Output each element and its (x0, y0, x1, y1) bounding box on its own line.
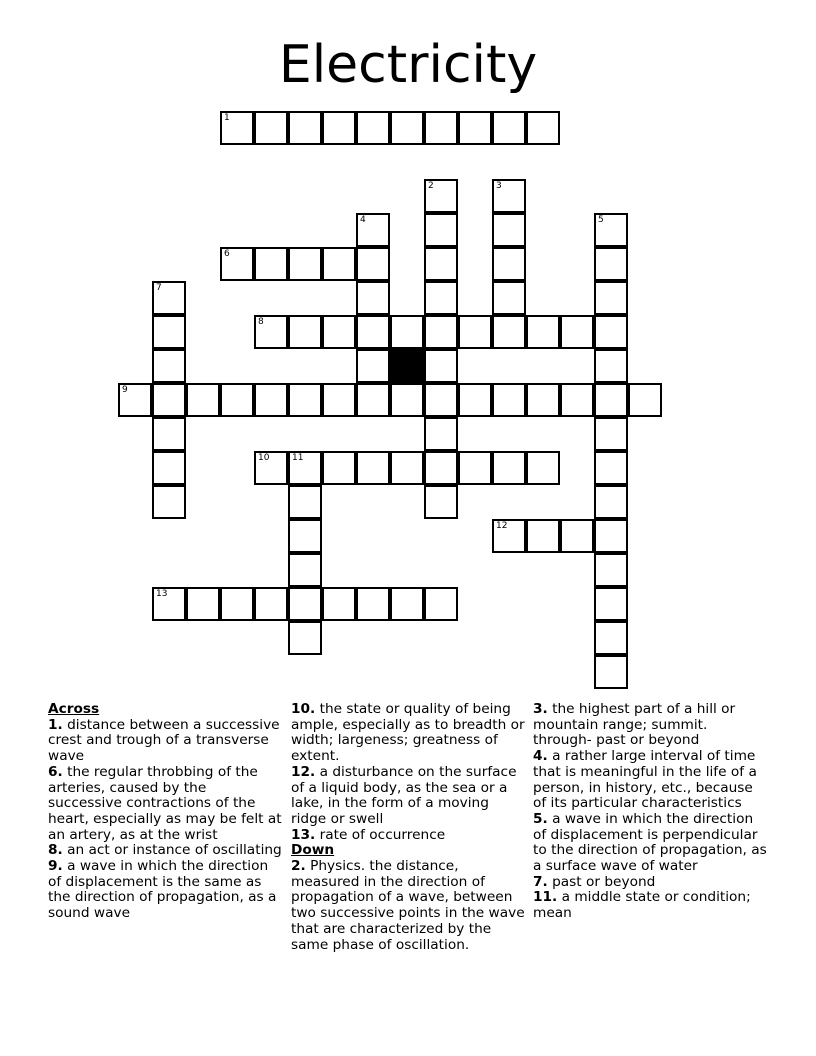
grid-cell[interactable] (118, 383, 152, 417)
grid-cell[interactable] (322, 383, 356, 417)
grid-cell[interactable] (458, 383, 492, 417)
grid-cell[interactable] (390, 111, 424, 145)
grid-cell[interactable] (424, 349, 458, 383)
grid-cell[interactable] (220, 587, 254, 621)
clue-text: the highest part of a hill or mountain range; summit. through- past or beyond (533, 701, 736, 749)
grid-cell[interactable] (152, 485, 186, 519)
clue-number: 13 (156, 589, 168, 599)
grid-cell[interactable] (288, 553, 322, 587)
clue-number: 6 (224, 249, 230, 259)
grid-cell[interactable] (526, 519, 560, 553)
clue-number: 3 (496, 181, 502, 191)
clue-text: a wave in which the direction of displacement is perpendicular to the direction of propagation, as a surface wave of water (533, 810, 767, 875)
grid-cell[interactable] (424, 587, 458, 621)
grid-cell[interactable] (594, 315, 628, 349)
grid-cell[interactable] (152, 417, 186, 451)
grid-cell[interactable] (526, 451, 560, 485)
clue-number-label: 3. (533, 701, 548, 717)
clue-item (533, 702, 769, 749)
grid-cell[interactable] (594, 349, 628, 383)
grid-cell[interactable] (220, 383, 254, 417)
grid-cell[interactable] (492, 247, 526, 281)
grid-cell[interactable] (356, 213, 390, 247)
grid-cell[interactable] (288, 485, 322, 519)
grid-cell[interactable] (492, 179, 526, 213)
grid-cell[interactable] (322, 451, 356, 485)
grid-cell[interactable] (424, 111, 458, 145)
grid-cell[interactable] (594, 451, 628, 485)
grid-cell[interactable] (526, 383, 560, 417)
clue-text: Physics. the distance, measured in the direction of propagation of a wave, between two successive points in the wave that are characterized by the same phase of oscillation. (291, 858, 525, 953)
clue-number-label: 11. (533, 889, 558, 906)
grid-cell[interactable] (254, 247, 288, 281)
clue-item (48, 843, 284, 859)
grid-cell[interactable] (594, 485, 628, 519)
grid-cell[interactable] (254, 451, 288, 485)
clue-text: the regular throbbing of the arteries, caused by the successive contractions of the heart, especially as may be felt at an artery, as at the wrist (48, 763, 282, 843)
clue-item (533, 812, 769, 875)
clue-item (48, 718, 284, 765)
clue-text: an act or instance of oscillating (67, 842, 282, 859)
grid-cell[interactable] (288, 247, 322, 281)
grid-cell[interactable] (186, 587, 220, 621)
clue-item (291, 828, 527, 844)
grid-cell[interactable] (356, 247, 390, 281)
grid-cell[interactable] (356, 349, 390, 383)
clue-text: the state or quality of being ample, especially as to breadth or width; largeness; greatness of extent. (291, 701, 525, 765)
grid-cell[interactable] (152, 383, 186, 417)
grid-cell[interactable] (288, 587, 322, 621)
clue-number: 8 (258, 317, 264, 327)
grid-cell[interactable] (152, 451, 186, 485)
clue-number-label: 7. (533, 873, 548, 890)
grid-cell[interactable] (424, 281, 458, 315)
clue-number-label: 4. (533, 748, 548, 765)
black-square (390, 349, 424, 383)
grid-cell[interactable] (594, 553, 628, 587)
clue-column-1 (48, 702, 284, 922)
clue-number-label: 9. (48, 858, 63, 875)
grid-cell[interactable] (152, 587, 186, 621)
grid-cell[interactable] (594, 519, 628, 553)
grid-cell[interactable] (356, 383, 390, 417)
clue-number-label: 12. (291, 763, 316, 780)
grid-cell[interactable] (526, 111, 560, 145)
grid-cell[interactable] (492, 451, 526, 485)
grid-cell[interactable] (390, 451, 424, 485)
grid-cell[interactable] (356, 315, 390, 349)
grid-cell[interactable] (390, 587, 424, 621)
grid-cell[interactable] (390, 383, 424, 417)
clue-item (533, 890, 769, 921)
clue-item (291, 702, 527, 765)
grid-cell[interactable] (594, 587, 628, 621)
section-heading: Down (291, 842, 335, 859)
clue-number: 7 (156, 283, 162, 293)
grid-cell[interactable] (492, 519, 526, 553)
grid-cell[interactable] (288, 451, 322, 485)
grid-cell[interactable] (560, 519, 594, 553)
grid-cell[interactable] (152, 349, 186, 383)
grid-cell[interactable] (254, 587, 288, 621)
grid-cell[interactable] (424, 383, 458, 417)
grid-cell[interactable] (152, 281, 186, 315)
clue-number: 2 (428, 181, 434, 191)
grid-cell[interactable] (492, 111, 526, 145)
grid-cell[interactable] (356, 451, 390, 485)
grid-cell[interactable] (356, 111, 390, 145)
clue-text: distance between a successive crest and trough of a transverse wave (48, 716, 280, 765)
grid-cell[interactable] (288, 111, 322, 145)
clue-number: 9 (122, 385, 128, 395)
clue-number-label: 2. (291, 858, 306, 875)
clue-number: 10 (258, 453, 270, 463)
clue-number-label: 8. (48, 842, 63, 859)
clue-item (291, 765, 527, 828)
grid-cell[interactable] (492, 315, 526, 349)
clue-number-label: 1. (48, 716, 63, 733)
clue-number-label: 10. (291, 701, 316, 717)
clue-column-3 (533, 702, 769, 922)
grid-cell[interactable] (492, 213, 526, 247)
puzzle-title: Electricity (278, 35, 538, 95)
clue-number: 11 (292, 453, 304, 463)
grid-cell[interactable] (628, 383, 662, 417)
grid-cell[interactable] (458, 315, 492, 349)
grid-cell[interactable] (152, 315, 186, 349)
grid-cell[interactable] (424, 417, 458, 451)
clue-text: a rather large interval of time that is meaningful in the life of a person, in history, etc., because of its particular characteristics (533, 748, 757, 812)
clue-text: a middle state or condition; mean (533, 889, 751, 922)
grid-cell[interactable] (288, 315, 322, 349)
grid-cell[interactable] (594, 621, 628, 655)
grid-cell[interactable] (186, 383, 220, 417)
grid-cell[interactable] (288, 383, 322, 417)
clue-number: 12 (496, 521, 508, 531)
clue-item (48, 859, 284, 922)
section-heading: Across (48, 701, 100, 717)
grid-cell[interactable] (424, 451, 458, 485)
clue-item (533, 875, 769, 891)
grid-cell[interactable] (322, 315, 356, 349)
grid-cell[interactable] (594, 417, 628, 451)
clue-text: a disturbance on the surface of a liquid body, as the sea or a lake, in the form of a moving ridge or swell (291, 763, 517, 827)
clue-item (291, 859, 527, 953)
grid-cell[interactable] (288, 621, 322, 655)
grid-cell[interactable] (254, 383, 288, 417)
grid-cell[interactable] (322, 587, 356, 621)
grid-cell[interactable] (424, 179, 458, 213)
clue-text: a wave in which the direction of displacement is the same as the direction of propagation, as a sound wave (48, 858, 277, 922)
grid-cell[interactable] (220, 247, 254, 281)
grid-cell[interactable] (322, 247, 356, 281)
clue-number: 4 (360, 215, 366, 225)
grid-cell[interactable] (322, 111, 356, 145)
grid-cell[interactable] (594, 247, 628, 281)
grid-cell[interactable] (560, 383, 594, 417)
grid-cell[interactable] (390, 315, 424, 349)
grid-cell[interactable] (526, 315, 560, 349)
grid-cell[interactable] (492, 281, 526, 315)
grid-cell[interactable] (594, 213, 628, 247)
grid-cell[interactable] (424, 213, 458, 247)
grid-cell[interactable] (424, 315, 458, 349)
grid-cell[interactable] (424, 485, 458, 519)
grid-cell[interactable] (492, 383, 526, 417)
grid-cell[interactable] (288, 519, 322, 553)
clue-number-label: 13. (291, 826, 316, 843)
grid-cell[interactable] (424, 247, 458, 281)
grid-cell[interactable] (594, 655, 628, 689)
clue-number-label: 6. (48, 763, 63, 780)
grid-cell[interactable] (220, 111, 254, 145)
clue-text: past or beyond (552, 873, 656, 890)
grid-cell[interactable] (594, 281, 628, 315)
clue-item (48, 765, 284, 844)
grid-cell[interactable] (254, 111, 288, 145)
grid-cell[interactable] (594, 383, 628, 417)
clue-column-2 (291, 702, 527, 953)
clue-number: 1 (224, 113, 230, 123)
clue-number: 5 (598, 215, 604, 225)
clue-item (533, 749, 769, 812)
clue-text: rate of occurrence (319, 826, 446, 843)
grid-cell[interactable] (458, 111, 492, 145)
grid-cell[interactable] (560, 315, 594, 349)
grid-cell[interactable] (254, 315, 288, 349)
grid-cell[interactable] (356, 281, 390, 315)
grid-cell[interactable] (458, 451, 492, 485)
clue-number-label: 5. (533, 810, 548, 827)
grid-cell[interactable] (356, 587, 390, 621)
